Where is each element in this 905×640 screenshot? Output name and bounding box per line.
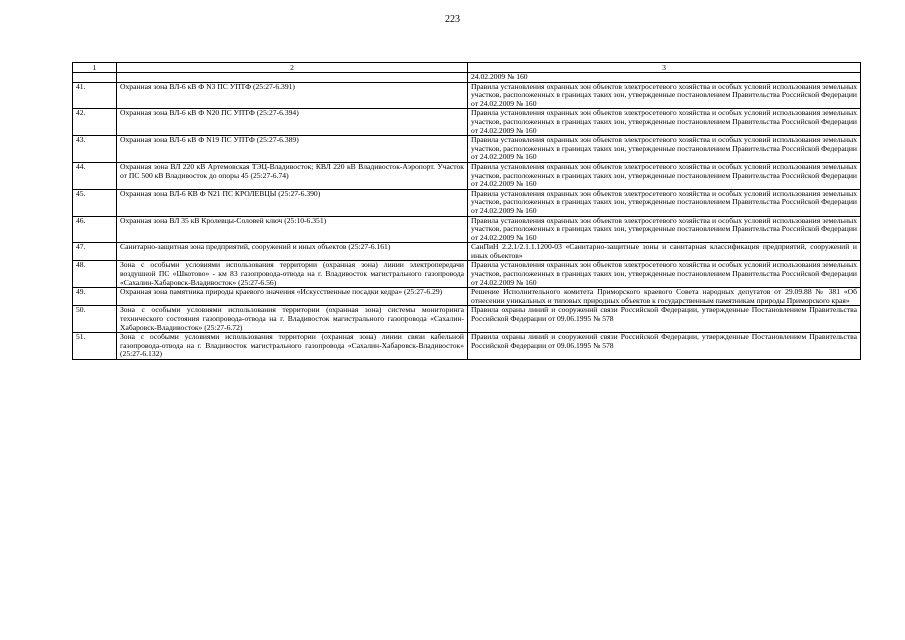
zone-name: Охранная зона ВЛ-6 КВ Ф N21 ПС КРОЛЕВЦЫ (25:27-6.390) (117, 189, 468, 216)
column-header: 2 (117, 63, 468, 73)
zone-name: Охранная зона ВЛ-6 кВ Ф N20 ПС УПТФ (25:27-6.394) (117, 109, 468, 136)
zone-name: Охранная зона ВЛ 35 кВ Кролевцы-Соловей ключ (25:10-6.351) (117, 216, 468, 243)
table-row (73, 261, 861, 288)
table-row (73, 162, 861, 189)
row-number: 50. (73, 306, 117, 333)
row-number: 43. (73, 136, 117, 163)
row-number: 44. (73, 162, 117, 189)
row-number: 47. (73, 243, 117, 261)
table-row (73, 288, 861, 306)
zone-name: Зона с особыми условиями использования территории (охранная зона) системы мониторинга технического состояния газопровода-отвода на г. Владивосток магистрального газопровода «Сахалин-Хабаровск-Владивосток» (25:27-6.72) (117, 306, 468, 333)
zone-name: Охранная зона ВЛ-6 кВ Ф N19 ПС УПТФ (25:27-6.389) (117, 136, 468, 163)
legal-basis: Правила установления охранных зон объектов электросетевого хозяйства и особых условий использования земельных участков, расположенных в границах таких зон, утвержденные постановлением Правительства Российской Федерации от 24.02.2009 № 160 (468, 136, 861, 163)
row-number: 51. (73, 333, 117, 360)
table-row (73, 333, 861, 360)
legal-basis: Правила охраны линий и сооружений связи Российской Федерации, утвержденные Постановлением Правительства Российской Федерации от 09.06.1995 № 578 (468, 306, 861, 333)
zone-name: Зона с особыми условиями использования территории (охранная зона) линии связи кабельной газопровода-отвода на г. Владивосток магистрального газопровода «Сахалин-Хабаровск-Владивосток» (25:27-6.132) (117, 333, 468, 360)
legal-basis: Решение Исполнительного комитета Приморского краевого Совета народных депутатов от 29.09.88 № 381 «Об отнесении уникальных и типовых природных объектов к государственным памятникам природы Приморского края» (468, 288, 861, 306)
zone-name: Охранная зона ВЛ 220 кВ Артемовская ТЭЦ-Владивосток; КВЛ 220 кВ Владивосток-Аэропорт. Участок от ПС 500 кВ Владивосток до опоры 45 (25:27-6.74) (117, 162, 468, 189)
legal-basis: Правила охраны линий и сооружений связи Российской Федерации, утвержденные Постановлением Правительства Российской Федерации от 09.06.1995 № 578 (468, 333, 861, 360)
legal-basis: Правила установления охранных зон объектов электросетевого хозяйства и особых условий использования земельных участков, расположенных в границах таких зон, утвержденные постановлением Правительства Российской Федерации от 24.02.2009 № 160 (468, 82, 861, 109)
legal-basis: Правила установления охранных зон объектов электросетевого хозяйства и особых условий использования земельных участков, расположенных в границах таких зон, утвержденные постановлением Правительства Российской Федерации от 24.02.2009 № 160 (468, 216, 861, 243)
zone-name: Зона с особыми условиями использования территории (охранная зона) линии электропередачи воздушной ПС «Шкотово» - км 83 газопровода-отвода на г. Владивосток магистрального газопровода «Сахалин-Хабаровск-Владивосток» (25:27-6.56) (117, 261, 468, 288)
table-row (73, 136, 861, 163)
legal-basis: Правила установления охранных зон объектов электросетевого хозяйства и особых условий использования земельных участков, расположенных в границах таких зон, утвержденные постановлением Правительства Российской Федерации от 24.02.2009 № 160 (468, 162, 861, 189)
row-number: 45. (73, 189, 117, 216)
legal-basis: Правила установления охранных зон объектов электросетевого хозяйства и особых условий использования земельных участков, расположенных в границах таких зон, утвержденные постановлением Правительства Российской Федерации от 24.02.2009 № 160 (468, 189, 861, 216)
row-number: 46. (73, 216, 117, 243)
table-row (73, 243, 861, 261)
row-number: 48. (73, 261, 117, 288)
column-header: 3 (468, 63, 861, 73)
table-row (73, 82, 861, 109)
header-row (73, 63, 861, 73)
table-row (73, 216, 861, 243)
zone-name: Санитарно-защитная зона предприятий, сооружений и иных объектов (25:27-6.161) (117, 243, 468, 261)
legal-basis: СанПиН 2.2.1/2.1.1.1200-03 «Санитарно-защитные зоны и санитарная классификация предприятий, сооружений и иных объектов» (468, 243, 861, 261)
row-number: 41. (73, 82, 117, 109)
zone-name: Охранная зона ВЛ-6 кВ Ф N3 ПС УПТФ (25:27-6.391) (117, 82, 468, 109)
page-number: 223 (445, 14, 460, 25)
continuation-row (73, 73, 861, 83)
zone-name: Охранная зона памятника природы краевого значения «Искусственные посадки кедра» (25:27-6.29) (117, 288, 468, 306)
register-table (72, 62, 861, 360)
table-row (73, 109, 861, 136)
column-header: 1 (73, 63, 117, 73)
row-number: 42. (73, 109, 117, 136)
table-row (73, 306, 861, 333)
continuation-text: 24.02.2009 № 160 (468, 73, 861, 83)
legal-basis: Правила установления охранных зон объектов электросетевого хозяйства и особых условий использования земельных участков, расположенных в границах таких зон, утвержденные постановлением Правительства Российской Федерации от 24.02.2009 № 160 (468, 261, 861, 288)
legal-basis: Правила установления охранных зон объектов электросетевого хозяйства и особых условий использования земельных участков, расположенных в границах таких зон, утвержденные постановлением Правительства Российской Федерации от 24.02.2009 № 160 (468, 109, 861, 136)
row-number: 49. (73, 288, 117, 306)
table-row (73, 189, 861, 216)
